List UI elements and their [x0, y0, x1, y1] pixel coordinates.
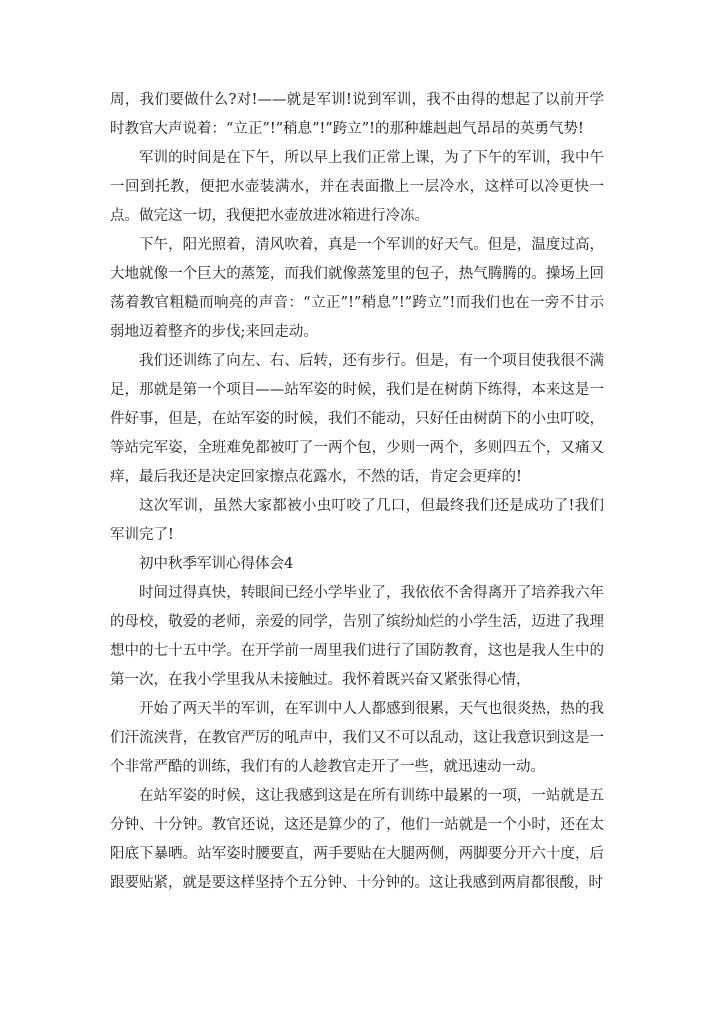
paragraph: 这次军训，虽然大家都被小虫叮咬了几口，但最终我们还是成功了!我们军训完了! [110, 498, 604, 543]
paragraph: 时间过得真快，转眼间已经小学毕业了，我依依不舍得离开了培养我六年的母校，敬爱的老师，亲爱的同学，告别了缤纷灿烂的小学生活，迈进了我理想中的七十五中学。在开学前一周里我们进行了国防教育，这也是我人生中的第一次，在我小学里我从未接触过。我怀着既兴奋又紧张得心情， [110, 585, 604, 688]
paragraph-continuation: 周，我们要做什么?对!——就是军训!说到军训，我不由得的想起了以前开学时教官大声说着：“立正”!”稍息”!”跨立”!的那种雄赳赳气昂昂的英勇气势! [110, 92, 604, 137]
paragraph: 我们还训练了向左、右、后转，还有步行。但是，有一个项目使我很不满足，那就是第一个项目——站军姿的时候，我们是在树荫下练得，本来这是一件好事，但是，在站军姿的时候，我们不能动，只好任由树荫下的小虫叮咬，等站完军姿，全班难免都被叮了一两个包，少则一两个，多则四五个，又痛又痒，最后我还是决定回家擦点花露水，不然的话，肯定会更痒的! [110, 353, 604, 485]
document-body [110, 86, 604, 898]
paragraph: 在站军姿的时候，这让我感到这是在所有训练中最累的一项，一站就是五分钟、十分钟。教官还说，这还是算少的了，他们一站就是一个小时，还在太阳底下暴晒。站军姿时腰要直，两手要贴在大腿两侧，两脚要分开六十度，后跟要贴紧，就是要这样坚持个五分钟、十分钟的。这让我感到两肩都很酸，时 [110, 788, 604, 891]
paragraph: 军训的时间是在下午，所以早上我们正常上课，为了下午的军训，我中午一回到托教，便把水壶装满水，并在表面撒上一层冷水，这样可以冷更快一点。做完这一切，我便把水壶放进冰箱进行冷冻。 [110, 150, 604, 224]
section-heading: 初中秋季军训心得体会4 [139, 556, 294, 572]
paragraph: 下午，阳光照着，清风吹着，真是一个军训的好天气。但是，温度过高，大地就像一个巨大的蒸笼，而我们就像蒸笼里的包子，热气腾腾的。操场上回荡着教官粗糙而响亮的声音：“立正”!”稍息”!”跨立”!而我们也在一旁不甘示弱地迈着整齐的步伐;来回走动。 [110, 237, 604, 340]
paragraph: 开始了两天半的军训，在军训中人人都感到很累，天气也很炎热，热的我们汗流浃背，在教官严厉的吼声中，我们又不可以乱动，这让我意识到这是一个非常严酷的训练，我们有的人趁教官走开了一些，就迅速动一动。 [110, 701, 604, 775]
